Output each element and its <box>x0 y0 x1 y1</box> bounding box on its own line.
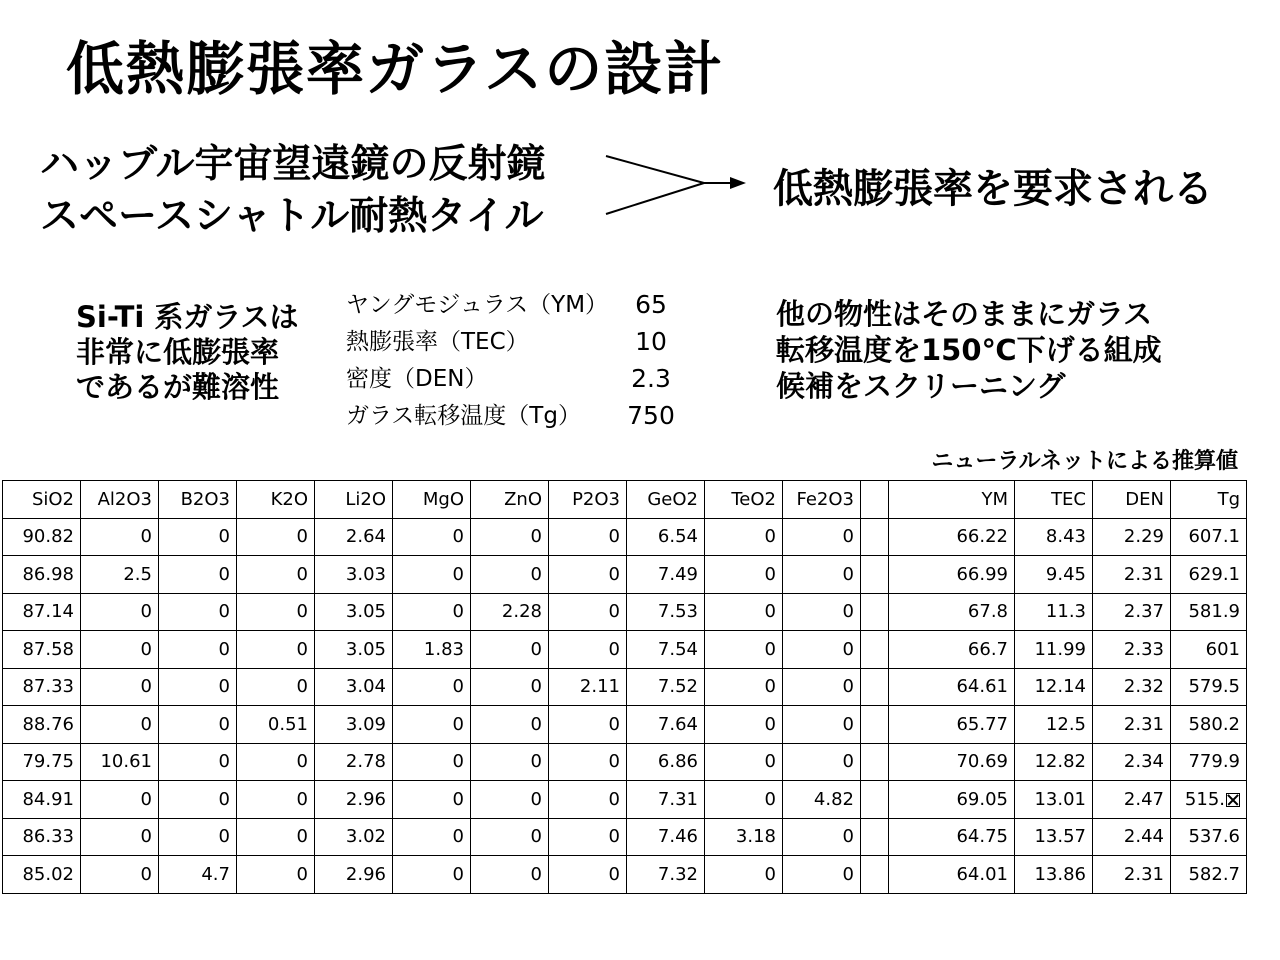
composition-cell: 0 <box>159 556 237 594</box>
composition-cell: 0 <box>549 593 627 631</box>
property-value: 580.2 <box>1188 713 1240 735</box>
nn-estimate-label: ニューラルネットによる推算値 <box>931 449 1238 474</box>
composition-cell: 0 <box>471 706 549 744</box>
column-header: DEN <box>1093 481 1171 519</box>
composition-cell: 0 <box>237 518 315 556</box>
composition-cell: 0 <box>159 668 237 706</box>
composition-cell: 6.54 <box>627 518 705 556</box>
composition-cell: 0 <box>471 668 549 706</box>
composition-cell: 0 <box>393 706 471 744</box>
property-cell <box>1015 743 1093 781</box>
property-cell <box>1171 518 1247 556</box>
property-cell <box>1093 593 1171 631</box>
composition-cell: 0 <box>783 593 861 631</box>
composition-cell: 0 <box>705 743 783 781</box>
composition-cell: 0 <box>783 631 861 669</box>
composition-cell: 0 <box>237 743 315 781</box>
property-name: 熱膨張率（TEC） <box>346 329 529 355</box>
composition-cell: 0 <box>549 781 627 819</box>
property-value: 65.77 <box>956 713 1008 735</box>
composition-cell: 90.82 <box>3 518 81 556</box>
property-value: 2.33 <box>1123 638 1164 660</box>
property-cell <box>1093 781 1171 819</box>
composition-cell: 0 <box>471 781 549 819</box>
table-row <box>3 706 1247 744</box>
composition-cell: 7.46 <box>627 818 705 856</box>
property-value: 607.1 <box>1188 526 1240 548</box>
siti-note-line: 非常に低膨張率 <box>76 335 280 369</box>
composition-cell: 2.28 <box>471 593 549 631</box>
property-cell <box>889 556 1015 594</box>
spacer-cell <box>861 856 889 894</box>
composition-cell: 0 <box>237 668 315 706</box>
composition-cell: 0 <box>783 518 861 556</box>
composition-cell: 0 <box>81 818 159 856</box>
spacer-cell <box>861 818 889 856</box>
composition-cell: 0 <box>237 556 315 594</box>
property-value: 9.45 <box>1045 563 1086 585</box>
composition-cell: 0 <box>159 518 237 556</box>
property-value: 581.9 <box>1188 601 1240 623</box>
property-row <box>346 364 706 401</box>
property-cell <box>1171 631 1247 669</box>
composition-cell: 0 <box>159 593 237 631</box>
spacer-cell <box>861 556 889 594</box>
composition-cell: 0 <box>705 631 783 669</box>
property-value: 537.6 <box>1188 826 1240 848</box>
composition-cell: 10.61 <box>81 743 159 781</box>
siti-note-line: であるが難溶性 <box>76 370 280 404</box>
composition-cell: 2.64 <box>315 518 393 556</box>
composition-cell: 88.76 <box>3 706 81 744</box>
column-header: ZnO <box>471 481 549 519</box>
column-header: YM <box>889 481 1015 519</box>
composition-cell: 0 <box>393 518 471 556</box>
composition-cell: 0 <box>705 856 783 894</box>
composition-cell: 0 <box>393 593 471 631</box>
property-value: 601 <box>1205 638 1240 660</box>
composition-cell: 0 <box>783 856 861 894</box>
composition-cell: 4.82 <box>783 781 861 819</box>
composition-cell: 1.83 <box>393 631 471 669</box>
column-header: P2O3 <box>549 481 627 519</box>
property-value: 64.61 <box>956 676 1008 698</box>
property-cell <box>1171 743 1247 781</box>
composition-cell: 7.64 <box>627 706 705 744</box>
table-row <box>3 668 1247 706</box>
property-cell <box>889 593 1015 631</box>
property-cell <box>889 743 1015 781</box>
composition-cell: 0 <box>471 518 549 556</box>
composition-cell: 0 <box>471 856 549 894</box>
composition-cell: 0 <box>81 593 159 631</box>
property-value: 66.22 <box>956 526 1008 548</box>
composition-cell: 7.49 <box>627 556 705 594</box>
property-cell <box>889 781 1015 819</box>
table-row <box>3 518 1247 556</box>
property-value: 66.7 <box>967 638 1008 660</box>
property-value: 66.99 <box>956 563 1008 585</box>
composition-cell: 0 <box>471 743 549 781</box>
property-value: 2.32 <box>1123 676 1164 698</box>
composition-cell: 3.04 <box>315 668 393 706</box>
composition-cell: 87.33 <box>3 668 81 706</box>
column-header: SiO2 <box>3 481 81 519</box>
property-value: 2.31 <box>1123 713 1164 735</box>
siti-note-line: Si-Ti 系ガラスは <box>76 300 299 334</box>
property-value: 2.34 <box>1123 751 1164 773</box>
goal-line: 転移温度を150℃下げる組成 <box>776 333 1162 367</box>
property-value: 12.14 <box>1034 676 1086 698</box>
page-title: 低熱膨張率ガラスの設計 <box>66 35 725 103</box>
table-row <box>3 631 1247 669</box>
composition-cell: 0 <box>783 556 861 594</box>
property-value: 579.5 <box>1188 676 1240 698</box>
composition-cell: 0 <box>705 556 783 594</box>
composition-cell: 0 <box>393 556 471 594</box>
property-cell <box>1171 781 1247 819</box>
spacer-cell <box>861 668 889 706</box>
spacer-cell <box>861 781 889 819</box>
column-header: TEC <box>1015 481 1093 519</box>
property-value: 582.7 <box>1188 863 1240 885</box>
composition-cell: 0 <box>159 781 237 819</box>
column-header: K2O <box>237 481 315 519</box>
composition-cell: 0 <box>237 593 315 631</box>
composition-cell: 0 <box>783 668 861 706</box>
property-cell <box>1093 631 1171 669</box>
column-header: Fe2O3 <box>783 481 861 519</box>
composition-cell: 0 <box>393 668 471 706</box>
property-cell <box>1015 706 1093 744</box>
property-cell <box>1015 818 1093 856</box>
property-cell <box>1171 593 1247 631</box>
composition-cell: 0 <box>393 818 471 856</box>
property-cell <box>1171 706 1247 744</box>
composition-cell: 0.51 <box>237 706 315 744</box>
composition-cell: 0 <box>783 706 861 744</box>
property-value: 2.47 <box>1123 788 1164 810</box>
composition-cell: 0 <box>549 631 627 669</box>
composition-cell: 6.86 <box>627 743 705 781</box>
goal-line: 候補をスクリーニング <box>776 369 1066 403</box>
merge-arrow-icon <box>600 150 750 220</box>
property-cell <box>1093 518 1171 556</box>
property-cell <box>1015 556 1093 594</box>
composition-cell: 0 <box>549 818 627 856</box>
composition-cell: 0 <box>705 518 783 556</box>
table-row <box>3 593 1247 631</box>
composition-table <box>2 480 1247 894</box>
property-row <box>346 401 706 428</box>
siti-note <box>76 300 299 405</box>
composition-cell: 0 <box>393 856 471 894</box>
column-header: Tg <box>1171 481 1247 519</box>
property-cell <box>1093 668 1171 706</box>
composition-cell: 0 <box>549 518 627 556</box>
property-row <box>346 290 706 327</box>
property-cell <box>1015 668 1093 706</box>
property-value: 69.05 <box>956 788 1008 810</box>
composition-cell: 7.31 <box>627 781 705 819</box>
property-value: 64.01 <box>956 863 1008 885</box>
composition-cell: 0 <box>549 706 627 744</box>
property-value: 11.99 <box>1034 638 1086 660</box>
composition-cell: 0 <box>393 743 471 781</box>
composition-cell: 3.05 <box>315 593 393 631</box>
column-header: B2O3 <box>159 481 237 519</box>
composition-cell: 7.52 <box>627 668 705 706</box>
property-cell <box>1093 818 1171 856</box>
property-name: ガラス転移温度（Tg） <box>346 403 581 428</box>
composition-cell: 7.32 <box>627 856 705 894</box>
composition-cell: 2.78 <box>315 743 393 781</box>
spacer-cell <box>861 481 889 519</box>
table-row <box>3 856 1247 894</box>
composition-cell: 0 <box>81 706 159 744</box>
composition-cell: 0 <box>705 781 783 819</box>
composition-cell: 86.98 <box>3 556 81 594</box>
property-cell <box>1015 518 1093 556</box>
composition-cell: 2.11 <box>549 668 627 706</box>
composition-table-container <box>2 480 1247 894</box>
property-value: 8.43 <box>1045 526 1086 548</box>
property-cell <box>889 856 1015 894</box>
composition-cell: 0 <box>705 668 783 706</box>
composition-cell: 0 <box>81 518 159 556</box>
target-properties <box>346 290 706 428</box>
goal-text <box>776 296 1162 404</box>
composition-cell: 0 <box>81 631 159 669</box>
composition-cell: 3.02 <box>315 818 393 856</box>
property-cell <box>1093 706 1171 744</box>
composition-cell: 7.54 <box>627 631 705 669</box>
property-cell <box>889 818 1015 856</box>
requirement-text: 低熱膨張率を要求される <box>773 166 1213 212</box>
property-value: 13.01 <box>1034 788 1086 810</box>
property-value: 779.9 <box>1188 751 1240 773</box>
column-header: Li2O <box>315 481 393 519</box>
table-header-row <box>3 481 1247 519</box>
composition-cell: 79.75 <box>3 743 81 781</box>
property-value: 70.69 <box>956 751 1008 773</box>
property-value: 2.31 <box>1123 563 1164 585</box>
composition-cell: 4.7 <box>159 856 237 894</box>
table-row <box>3 781 1247 819</box>
composition-cell: 0 <box>549 856 627 894</box>
property-row <box>346 327 706 364</box>
composition-cell: 85.02 <box>3 856 81 894</box>
table-row <box>3 818 1247 856</box>
composition-cell: 87.14 <box>3 593 81 631</box>
composition-cell: 2.96 <box>315 781 393 819</box>
composition-cell: 3.03 <box>315 556 393 594</box>
column-header: Al2O3 <box>81 481 159 519</box>
application-hubble-mirror: ハッブル宇宙望遠鏡の反射鏡 <box>40 142 546 187</box>
property-value: 2.44 <box>1123 826 1164 848</box>
property-cell <box>889 631 1015 669</box>
composition-cell: 0 <box>159 743 237 781</box>
composition-cell: 0 <box>159 631 237 669</box>
property-value: 13.57 <box>1034 826 1086 848</box>
property-cell <box>1171 668 1247 706</box>
property-value: 67.8 <box>967 601 1008 623</box>
table-row <box>3 556 1247 594</box>
composition-cell: 0 <box>705 593 783 631</box>
property-cell <box>889 706 1015 744</box>
spacer-cell <box>861 706 889 744</box>
spacer-cell <box>861 518 889 556</box>
property-value: 2.37 <box>1123 601 1164 623</box>
property-name: ヤングモジュラス（YM） <box>346 292 609 318</box>
composition-cell: 2.96 <box>315 856 393 894</box>
composition-cell: 87.58 <box>3 631 81 669</box>
column-header: TeO2 <box>705 481 783 519</box>
column-header: MgO <box>393 481 471 519</box>
composition-cell: 0 <box>159 706 237 744</box>
table-row <box>3 743 1247 781</box>
property-cell <box>1171 818 1247 856</box>
composition-cell: 7.53 <box>627 593 705 631</box>
composition-cell: 0 <box>237 856 315 894</box>
property-cell <box>1093 556 1171 594</box>
property-value: 10 <box>635 327 667 356</box>
property-cell <box>1171 856 1247 894</box>
property-value: 12.82 <box>1034 751 1086 773</box>
property-value: 13.86 <box>1034 863 1086 885</box>
composition-cell: 0 <box>159 818 237 856</box>
composition-cell: 3.05 <box>315 631 393 669</box>
spacer-cell <box>861 631 889 669</box>
composition-cell: 86.33 <box>3 818 81 856</box>
property-cell <box>889 518 1015 556</box>
composition-cell: 0 <box>471 818 549 856</box>
application-shuttle-tiles: スペースシャトル耐熱タイル <box>40 194 544 239</box>
composition-cell: 0 <box>393 781 471 819</box>
property-cell <box>1015 593 1093 631</box>
property-value: 65 <box>635 290 667 319</box>
composition-cell: 0 <box>549 556 627 594</box>
property-value: 11.3 <box>1045 601 1086 623</box>
composition-cell: 0 <box>471 556 549 594</box>
composition-cell: 0 <box>705 706 783 744</box>
unrenderable-glyph-icon <box>1226 793 1240 807</box>
column-header: GeO2 <box>627 481 705 519</box>
composition-cell: 3.18 <box>705 818 783 856</box>
composition-cell: 0 <box>81 781 159 819</box>
property-cell <box>1015 781 1093 819</box>
property-value: 64.75 <box>956 826 1008 848</box>
property-value: 2.31 <box>1123 863 1164 885</box>
property-cell <box>1093 856 1171 894</box>
property-cell <box>1093 743 1171 781</box>
composition-cell: 0 <box>783 818 861 856</box>
composition-cell: 0 <box>237 631 315 669</box>
composition-cell: 0 <box>237 781 315 819</box>
property-cell <box>1015 856 1093 894</box>
composition-cell: 0 <box>81 668 159 706</box>
composition-cell: 3.09 <box>315 706 393 744</box>
composition-cell: 0 <box>783 743 861 781</box>
property-value: 2.3 <box>631 364 671 393</box>
composition-cell: 0 <box>471 631 549 669</box>
property-name: 密度（DEN） <box>346 366 488 392</box>
property-value: 2.29 <box>1123 526 1164 548</box>
goal-line: 他の物性はそのままにガラス <box>776 297 1153 331</box>
composition-cell: 84.91 <box>3 781 81 819</box>
composition-cell: 0 <box>81 856 159 894</box>
property-value: 12.5 <box>1045 713 1086 735</box>
composition-cell: 2.5 <box>81 556 159 594</box>
property-cell <box>889 668 1015 706</box>
property-value: 629.1 <box>1188 563 1240 585</box>
composition-cell: 0 <box>237 818 315 856</box>
spacer-cell <box>861 593 889 631</box>
composition-cell: 0 <box>549 743 627 781</box>
property-cell <box>1171 556 1247 594</box>
spacer-cell <box>861 743 889 781</box>
property-value: 750 <box>627 401 675 428</box>
property-value: 515. <box>1184 788 1225 810</box>
property-cell <box>1015 631 1093 669</box>
